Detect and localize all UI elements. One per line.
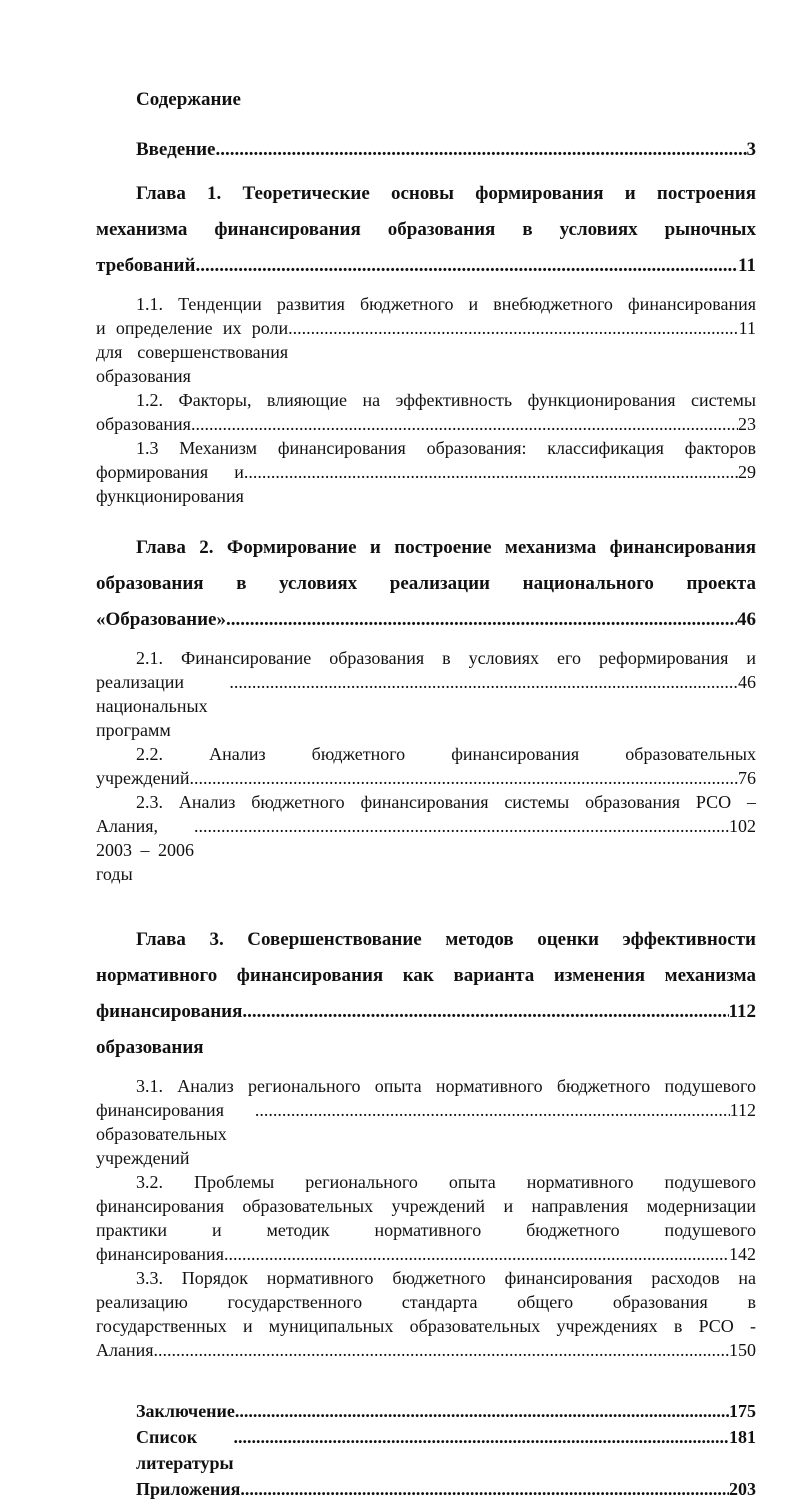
section-3-3 xyxy=(96,1266,756,1362)
chapter-line: Глава 1. Теоретические основы формирования и построения xyxy=(136,183,756,204)
chapter-line: нормативного финансирования как варианта изменения механизма xyxy=(96,965,756,986)
section-last-text: финансирования xyxy=(96,1244,224,1264)
page-number: 175 xyxy=(729,1401,756,1421)
page-number: 181 xyxy=(729,1427,756,1447)
section-line: 2.2. Анализ бюджетного финансирования образовательных xyxy=(136,744,756,764)
dot-leader xyxy=(255,1098,730,1122)
chapter-last-text: «Образование» xyxy=(96,609,226,630)
page-number: 11 xyxy=(738,318,756,338)
page-number: 76 xyxy=(738,768,756,788)
toc-entry-text: Список литературы xyxy=(136,1427,234,1473)
page-number: 142 xyxy=(729,1244,756,1264)
table-of-contents xyxy=(96,86,756,1502)
page-number: 203 xyxy=(729,1479,756,1499)
chapter-line: механизма финансирования образования в условиях рыночных xyxy=(96,219,756,240)
dot-leader xyxy=(288,316,739,340)
toc-entry-text: Введение xyxy=(136,139,216,160)
chapter-last-text: финансирования образования xyxy=(96,1001,243,1058)
toc-entry-text: Заключение xyxy=(136,1401,235,1421)
toc-entry-intro xyxy=(96,132,756,168)
page-number: 102 xyxy=(729,816,756,836)
section-line: 2.3. Анализ бюджетного финансирования системы образования РСО – xyxy=(136,792,756,812)
page-number: 112 xyxy=(728,1001,756,1022)
dot-leader xyxy=(194,814,729,838)
section-last-text: учреждений xyxy=(96,768,190,788)
dot-leader xyxy=(244,460,738,484)
dot-leader xyxy=(154,1338,729,1362)
page-number: 11 xyxy=(738,255,756,276)
section-line: реализацию государственного стандарта общего образования в xyxy=(96,1292,756,1312)
chapter-line: Глава 2. Формирование и построение механизма финансирования xyxy=(136,537,756,558)
dot-leader xyxy=(216,132,747,168)
section-1-3 xyxy=(96,436,756,508)
page-number: 46 xyxy=(738,672,756,692)
section-line: 2.1. Финансирование образования в условиях его реформирования и xyxy=(136,648,756,668)
section-3-1 xyxy=(96,1074,756,1170)
section-line: 1.2. Факторы, влияющие на эффективность функционирования системы xyxy=(136,390,756,410)
section-line: 3.3. Порядок нормативного бюджетного финансирования расходов на xyxy=(136,1268,756,1288)
page-number: 23 xyxy=(738,414,756,434)
toc-entry-conclusion xyxy=(96,1398,756,1424)
dot-leader xyxy=(191,412,738,436)
section-last-text: реализации национальных программ xyxy=(96,672,208,740)
dot-leader xyxy=(242,994,728,1030)
section-2-3 xyxy=(96,790,756,886)
chapter-1-heading xyxy=(96,176,756,284)
page-number: 150 xyxy=(729,1340,756,1360)
chapter-last-text: требований xyxy=(96,255,196,276)
toc-entry-appendices xyxy=(96,1476,756,1502)
section-2-2 xyxy=(96,742,756,790)
section-last-text: и определение их роли для совершенствования образования xyxy=(96,318,289,386)
chapter-line: Глава 3. Совершенствование методов оценки эффективности xyxy=(136,929,756,950)
dot-leader xyxy=(224,1242,729,1266)
dot-leader xyxy=(235,1398,729,1424)
dot-leader xyxy=(240,1476,729,1502)
section-line: государственных и муниципальных образовательных учреждениях в РСО - xyxy=(96,1316,756,1336)
section-line: 1.1. Тенденции развития бюджетного и внебюджетного финансирования xyxy=(136,294,756,314)
section-3-2 xyxy=(96,1170,756,1266)
section-last-text: формирования и функционирования xyxy=(96,462,244,506)
dot-leader xyxy=(229,670,738,694)
section-last-text: образования xyxy=(96,414,191,434)
dot-leader xyxy=(234,1424,729,1450)
section-line: 3.1. Анализ регионального опыта нормативного бюджетного подушевого xyxy=(136,1076,756,1096)
section-last-text: Алания xyxy=(96,1340,154,1360)
page-number: 46 xyxy=(737,609,756,630)
section-last-text: финансирования образовательных учреждений xyxy=(96,1100,227,1168)
dot-leader xyxy=(195,248,738,284)
chapter-2-heading xyxy=(96,530,756,638)
section-line: финансирования образовательных учреждений и направления модернизации xyxy=(96,1196,756,1216)
section-line: 1.3 Механизм финансирования образования: классификация факторов xyxy=(136,438,756,458)
section-1-1 xyxy=(96,292,756,388)
chapter-line: образования в условиях реализации национального проекта xyxy=(96,573,756,594)
page-number: 29 xyxy=(738,462,756,482)
section-last-text: Алания, 2003 – 2006 годы xyxy=(96,816,194,884)
section-line: практики и методик нормативного бюджетного подушевого xyxy=(96,1220,756,1240)
toc-entry-bibliography xyxy=(96,1424,756,1476)
section-line: 3.2. Проблемы регионального опыта нормативного подушевого xyxy=(136,1172,756,1192)
toc-entry-text: Приложения xyxy=(136,1479,241,1499)
dot-leader xyxy=(226,602,737,638)
page-number: 3 xyxy=(746,139,756,160)
dot-leader xyxy=(190,766,738,790)
page-number: 112 xyxy=(729,1100,756,1120)
section-1-2 xyxy=(96,388,756,436)
chapter-3-heading xyxy=(96,922,756,1066)
section-2-1 xyxy=(96,646,756,742)
toc-title: Содержание xyxy=(136,89,241,110)
